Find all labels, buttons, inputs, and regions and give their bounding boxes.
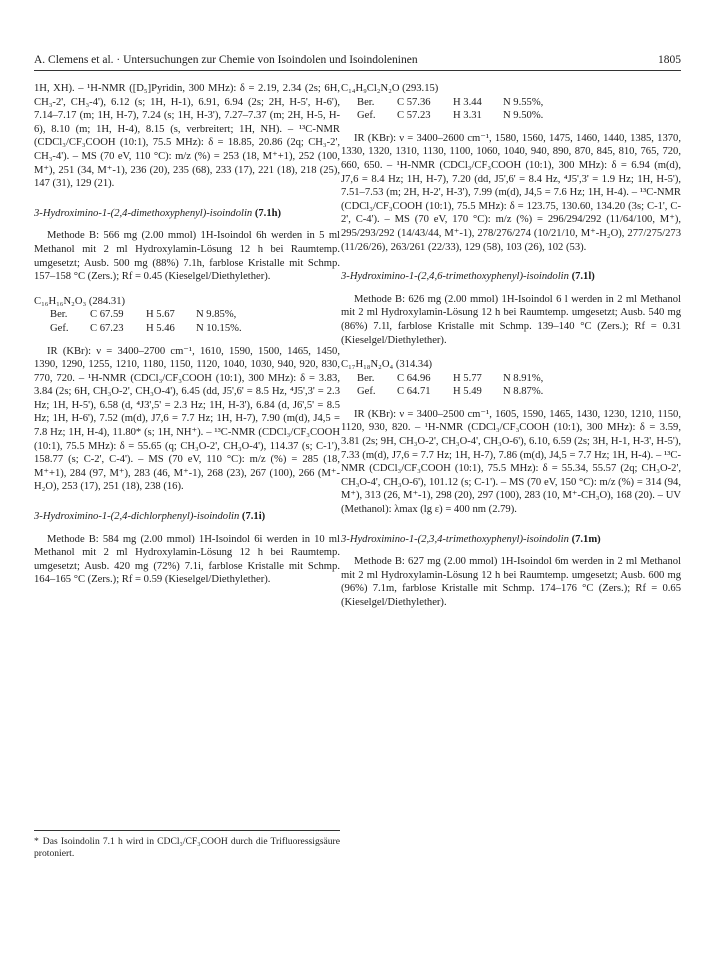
compound-name: 3-Hydroximino-1-(2,4-dichlorphenyl)-isoindolin	[34, 511, 240, 523]
molecular-formula-7-1l: C₁₇H₁₈N₂O₄ (314.34)	[341, 359, 433, 371]
section-title-7-1i	[34, 510, 340, 524]
footnote-divider	[34, 830, 340, 831]
footnote-text: Das Isoindolin 7.1 h wird in CDCl₃/CF₃COOH durch die Trifluoressigsäure protoniert.	[34, 836, 340, 859]
page-number: 1805	[658, 54, 681, 66]
compound-name: 3-Hydroximino-1-(2,3,4-trimethoxyphenyl)-isoindolin	[341, 533, 569, 545]
section-title-7-1h	[34, 207, 340, 221]
left-column	[34, 82, 340, 587]
spectra-paragraph-7-1h: IR (KBr): ν = 3400–2700 cm⁻¹, 1610, 1590, 1500, 1465, 1450, 1390, 1290, 1255, 1210, 1180, 1150, 1120, 1040, 1030, 940, 920, 830, 770, 720. – ¹H-NMR (CDCl₃/CF₃COOH (10:1), 300 MHz): δ = 3.83, 3.84 (2s; 6H, CH₃O-2', CH₃O-4'), 6.45 (dd, J5',6' = 8.5 Hz, ⁴J5',3' = 2.3 Hz; 1H, H-5'), 6.58 (d, ⁴J3',5' = 2.3 Hz; 1H, H-3'), 6.84 (d, J6',5' = 8.5 Hz; 1H, H-6'), 7.52 (m(d), J7,6 = 7.7 Hz; 1H, H-7), 7.90 (m(d), J4,5 = 7.8 Hz; 1H, H-4), 11.80* (s; 1H, NH⁺). – ¹³C-NMR (CDCl₃/CF₃COOH (10:1), 75.5 MHz): δ = 55.65 (q; CH₃O-2', CH₃O-4'), 114.37 (s; C-1'), 158.77 (s; C-2', C-4'). – MS (70 eV, 110 °C): m/z (%) = 285 (18, M⁺+1), 284 (97, M⁺), 283 (46, M⁺-1), 268 (23), 267 (100), 266 (M⁺-H₂O), 253 (17), 251 (18), 238 (16).	[34, 345, 340, 493]
running-head-text: A. Clemens et al. · Untersuchungen zur Chemie von Isoindolen und Isoindoleninen	[34, 54, 418, 66]
footnote-mark: *	[34, 836, 39, 847]
compound-label: (7.1h)	[254, 207, 282, 219]
analysis-ber-row: Ber. C 57.36 H 3.44 N 9.55%,	[357, 96, 544, 108]
compound-label: (7.1i)	[241, 511, 266, 523]
right-column	[341, 82, 681, 610]
running-header	[34, 54, 681, 71]
method-paragraph-7-1h: Methode B: 566 mg (2.00 mmol) 1H-Isoindol 6h werden in 5 ml Methanol mit 2 ml Hydroxylamin-Lösung 12 h bei Raumtemp. umgesetzt; Ausb. 500 mg (88%) 7.1h, farblose Kristalle mit Schmp. 157–158 °C (Zers.); Rf = 0.45 (Kieselgel/Diethylether).	[34, 230, 340, 283]
analysis-ber-row: Ber. C 67.59 H 5.67 N 9.85%,	[50, 309, 237, 321]
method-paragraph-7-1i: Methode B: 584 mg (2.00 mmol) 1H-Isoindol 6i werden in 10 ml Methanol mit 2 ml Hydroxylamin-Lösung 12 h bei Raumtemp. umgesetzt; Ausb. 420 mg (72%) 7.1i, farblose Kristalle mit Schmp. 164–165 °C (Zers.); Rf = 0.59 (Kieselgel/Diethylether).	[34, 533, 340, 586]
method-paragraph-7-1m: Methode B: 627 mg (2.00 mmol) 1H-Isoindol 6m werden in 2 ml Methanol mit 2 ml Hydroxylamin-Lösung 12 h bei Raumtemp. umgesetzt; Ausb. 600 mg (96%) 7.1m, farblose Kristalle mit Schmp. 174–176 °C (Zers.); Rf = 0.65 (Kieselgel/Diethylether).	[341, 556, 681, 608]
molecular-formula-7-1h: C₁₆H₁₆N₂O₃ (284.31)	[34, 295, 126, 307]
spectra-paragraph-7-1i: IR (KBr): ν = 3400–2600 cm⁻¹, 1580, 1560, 1475, 1460, 1440, 1385, 1370, 1330, 1320, 1310, 1130, 1100, 1060, 1040, 940, 890, 870, 845, 810, 765, 720, 660, 650. – ¹H-NMR (CDCl₃/CF₃COOH (10:1), 300 MHz): δ = 6.94 (m(d), J7,6 = 8.4 Hz; 1H, H-7), 7.20 (dd, J5',6' = 8.4 Hz, ⁴J5',3' = 1.9 Hz; 1H, H-5'), 7.51–7.53 (m; 2H, H-2', H-3'), 7.99 (m(d), J4,5 = 7.6 Hz; 1H, H-4). – ¹³C-NMR (CDCl₃/CF₃COOH (10:1), 75.5 MHz): δ = 123.75, 130.60, 134.20 (3s; C-1', C-2', C-4'). – MS (70 eV, 170 °C): m/z (%) = 296/294/292 (11/64/100, M⁺), 295/293/292 (14/43/44, M⁺-1), 278/276/274 (10/21/10, M⁺-H₂O), 277/275/273 (11/26/26), 263/261 (22/33), 129 (58), 103 (26), 102 (53).	[341, 132, 681, 253]
analysis-gef-row: Gef. C 64.71 H 5.49 N 8.87%.	[357, 386, 544, 398]
section-title-7-1l	[341, 270, 681, 284]
analysis-ber-row: Ber. C 64.96 H 5.77 N 8.91%,	[357, 372, 544, 384]
molecular-formula-7-1i: C₁₄H₉Cl₂N₂O (293.15)	[341, 83, 439, 94]
analysis-gef-row: Gef. C 67.23 H 5.46 N 10.15%.	[50, 322, 242, 334]
footnote	[34, 836, 340, 860]
compound-label: (7.1m)	[571, 533, 601, 545]
section-title-7-1m	[341, 533, 681, 547]
analysis-gef-row: Gef. C 57.23 H 3.31 N 9.50%.	[357, 110, 544, 122]
compound-label: (7.1l)	[571, 271, 595, 283]
spectra-paragraph-7-1l: IR (KBr): ν = 3400–2500 cm⁻¹, 1605, 1590, 1465, 1430, 1230, 1210, 1150, 1120, 930, 820. – ¹H-NMR (CDCl₃/CF₃COOH (10:1), 300 MHz): δ = 3.59, 3.81 (2s; 9H, CH₃O-2', CH₃O-4', CH₃O-6'), 6.10, 6.59 (2s; 3H, H-1, H-3', H-5'), 7.33 (m(d), J7,6 = 7.7 Hz; 1H, H-7), 7.86 (m(d), J4,5 = 7.7 Hz; 1H, H-4). – ¹³C-NMR (CDCl₃/CF₃COOH (10:1), 75.5 MHz): δ = 55.34, 55.57 (2q; CH₃O-2', CH₃O-4', CH₃O-6'), 101.12 (s; C-1'). – MS (70 eV, 150 °C): m/z (%) = 314 (94, M⁺), 313 (26, M⁺-1), 298 (20), 297 (100), 283 (10, M⁺-CH₃O), 168 (20). – UV (Methanol): λmax (lg ε) = 400 nm (2.79).	[341, 408, 681, 516]
method-paragraph-7-1l: Methode B: 626 mg (2.00 mmol) 1H-Isoindol 6 l werden in 2 ml Methanol mit 2 ml Hydroxylamin-Lösung 12 h bei Raumtemp. umgesetzt; Ausb. 540 mg (86%) 7.1l, farblose Kristalle mit Schmp. 139–140 °C (Zers.); Rf = 0.31 (Kieselgel/Diethylether).	[341, 293, 681, 346]
compound-name: 3-Hydroximino-1-(2,4-dimethoxyphenyl)-isoindolin	[34, 207, 253, 219]
compound-name: 3-Hydroximino-1-(2,4,6-trimethoxyphenyl)-isoindolin	[341, 271, 569, 283]
continued-paragraph: 1H, XH). – ¹H-NMR ([D₅]Pyridin, 300 MHz): δ = 2.19, 2.34 (2s; 6H, CH₃-2', CH₃-4'), 6.12 (s; 1H, H-1), 6.91, 6.94 (2s; 2H, H-5', H-6'), 7.14–7.17 (m; 1H, H-7), 7.24 (s; 1H, H-3'), 7.27–7.37 (m; 2H, H-5, H-6), 8.10 (m; 1H, H-4), 8.15 (s, verbreitert; 1H, NH). – ¹³C-NMR (CDCl₃/CF₃COOH (10:1), 75.5 MHz): δ = 18.85, 20.86 (2q; CH₃-2', CH₃-4'). – MS (70 eV, 110 °C): m/z (%) = 253 (18, M⁺+1), 252 (100, M⁺), 251 (34, M⁺-1), 236 (20), 235 (68), 233 (17), 221 (18), 218 (25), 147 (31), 129 (21).	[34, 83, 340, 190]
